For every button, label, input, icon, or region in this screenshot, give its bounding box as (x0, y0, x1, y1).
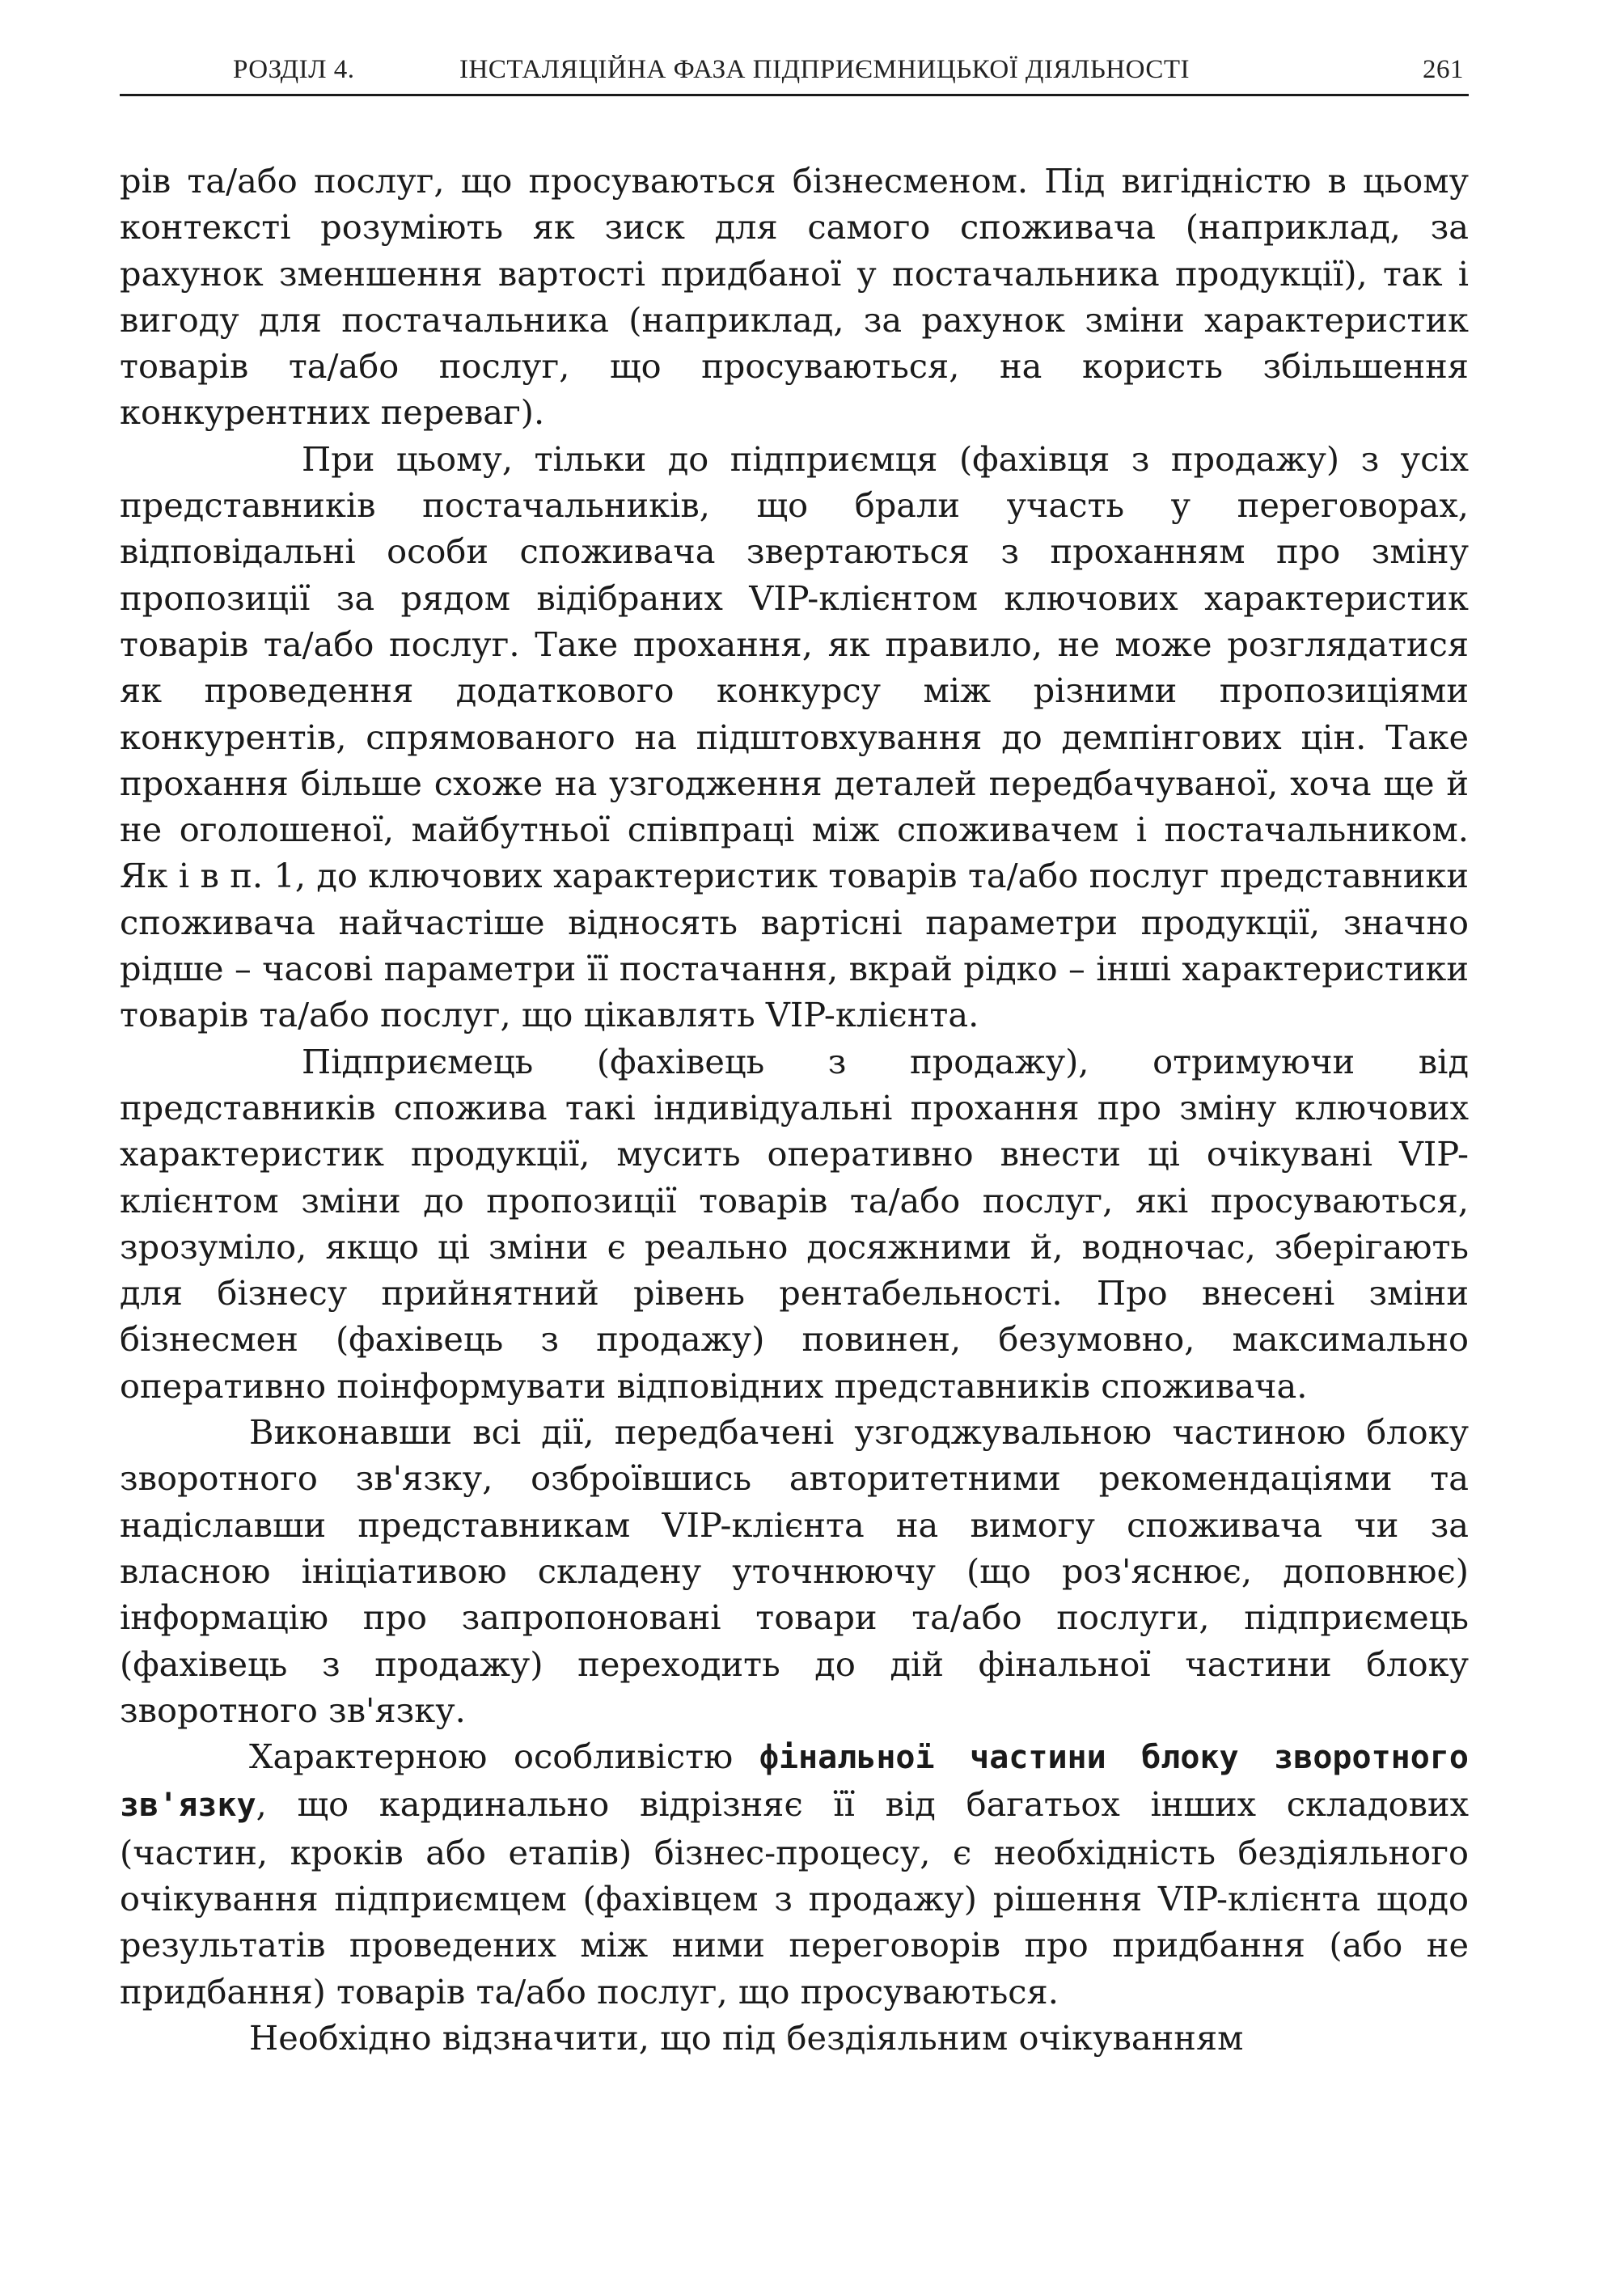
paragraph-continued: рів та/або послуг, що просуваються бізнесменом. Під вигідністю в цьому контексті розуміють як зиск для самого споживача (наприклад, за рахунок зменшення вартості придбаної у постачальника продукції), так і вигоду для постачальника (наприклад, за рахунок зміни характеристик товарів та/або послуг, що просуваються, на користь збільшення конкурентних переваг). (120, 161, 1469, 433)
paragraph: При цьому, тільки до підприємця (фахівця з продажу) з усіх представників постачальників, що брали участь у переговорах, відповідальні особи споживача звертаються з проханням про зміну пропозиції за рядом відібраних VIP-клієнтом ключових характеристик товарів та/або послуг. Таке прохання, як правило, не може розглядатися як проведення додаткового конкурсу між різними пропозиціями конкурентів, спрямованого на підштовхування до демпінгових цін. Таке прохання більше схоже на узгодження деталей передбачуваної, хоча ще й не оголошеної, майбутньої співпраці між споживачем і постачальником. Як і в п. 1, до ключових характеристик товарів та/або послуг представники споживача найчастіше відносять вартісні параметри продукції, значно рідше – часові параметри її постачання, вкрай рідко – інші характеристики товарів та/або послуг, що цікавлять VIP-клієнта. (120, 438, 1469, 1035)
paragraph-with-emphasis (120, 1733, 1469, 2015)
running-header (120, 49, 1469, 96)
body-text (120, 158, 1469, 2061)
paragraph-lead: Характерною особливістю (249, 1737, 734, 1777)
header-chapter-title: ІНСТАЛЯЦІЙНА ФАЗА ПІДПРИЄМНИЦЬКОЇ ДІЯЛЬНОСТІ (459, 55, 1190, 84)
paragraph-rest: , що кардинально відрізняє її від багатьох інших складових (частин, кроків або етапів) бізнес-процесу, є необхідність бездіяльного очікування підприємцем (фахівцем з продажу) рішення VIP-клієнта щодо результатів проведених між ними переговорів про придбання (або не придбання) товарів та/або послуг, що просуваються. (120, 1784, 1469, 2012)
paragraph: Виконавши всі дії, передбачені узгоджувальною частиною блоку зворотного зв'язку, озброївшись авторитетними рекомендаціями та надіславши представникам VIP-клієнта на вимогу споживача чи за власною ініціативою складену уточнюючу (що роз'яснює, доповнює) інформацію про запропоновані товари та/або послуги, підприємець (фахівець з продажу) переходить до дій фінальної частини блоку зворотного зв'язку. (120, 1412, 1469, 1730)
paragraph: Підприємець (фахівець з продажу), отримуючи від представників спожива такі індивідуальні прохання про зміну ключових характеристик продукції, мусить оперативно внести ці очікувані VIP-клієнтом зміни до пропозиції товарів та/або послуг, які просуваються, зрозуміло, якщо ці зміни є реально досяжними й, водночас, зберігають для бізнесу прийнятний рівень рентабельності. Про внесені зміни бізнесмен (фахівець з продажу) повинен, безумовно, максимально оперативно поінформувати відповідних представників споживача. (120, 1041, 1469, 1406)
header-section-label: РОЗДІЛ 4. (233, 55, 355, 84)
header-page-number: 261 (1423, 55, 1464, 84)
paragraph: Необхідно відзначити, що під бездіяльним очікуванням (249, 2017, 1244, 2058)
emphasis-term: фінальної частини блоку зворотного зв'язку (120, 1739, 1469, 1825)
